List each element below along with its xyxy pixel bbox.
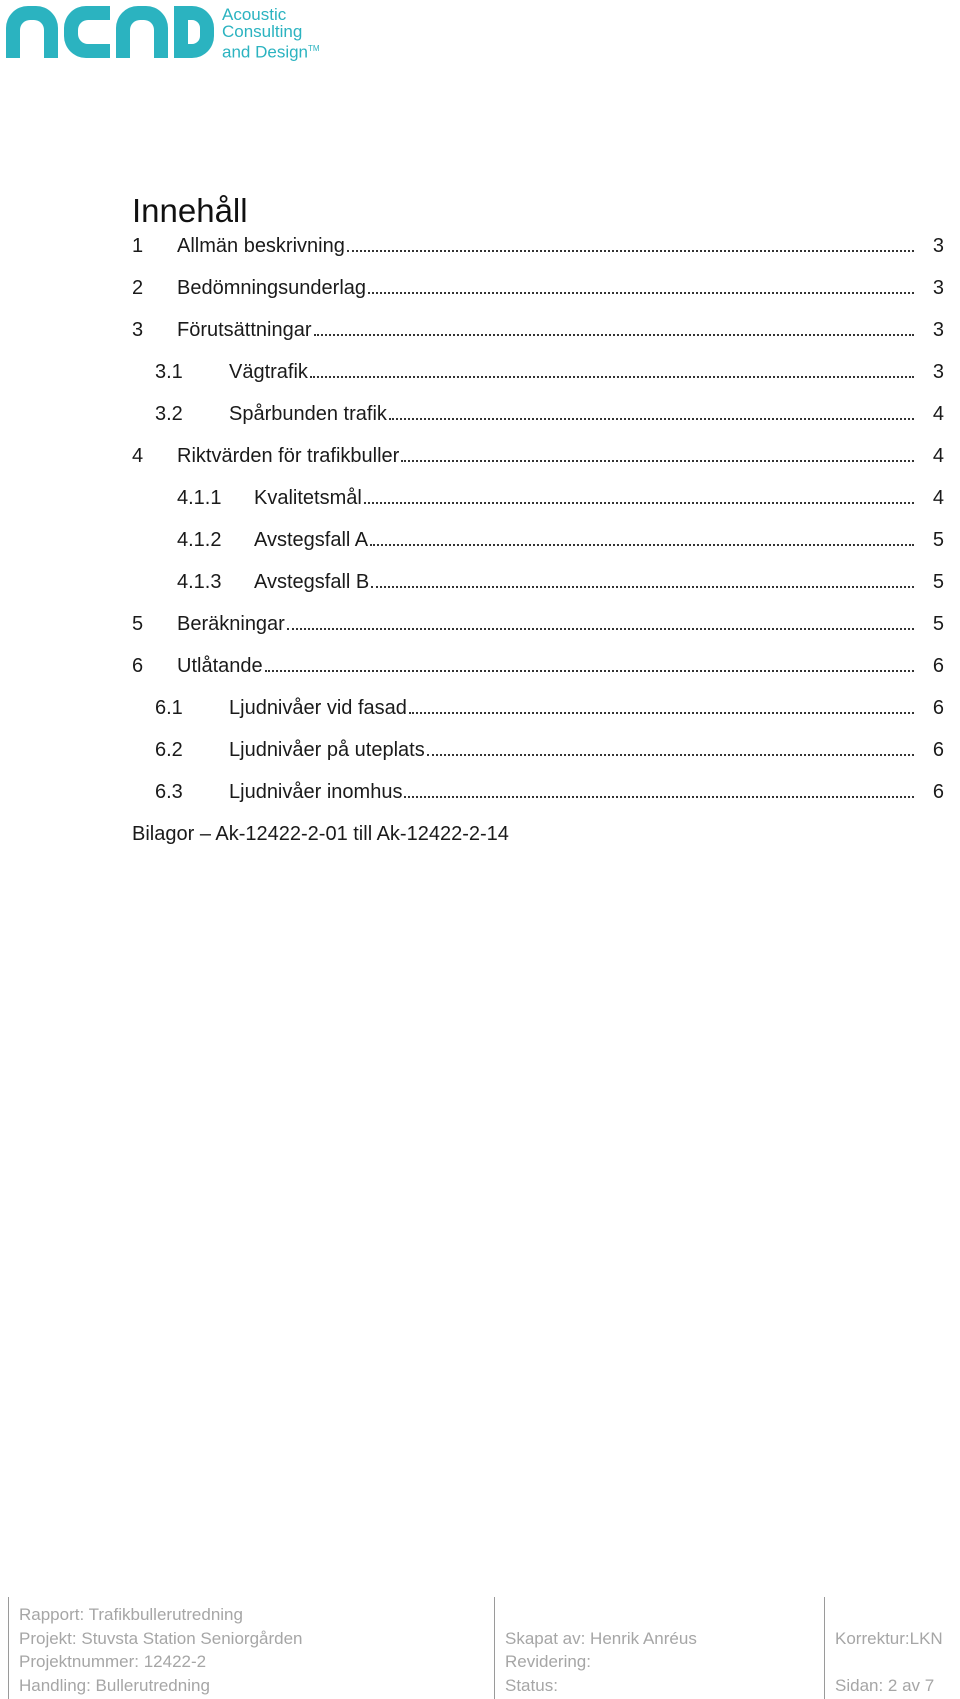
toc-entry-page: 4 (932, 487, 944, 509)
toc-entry-label (177, 609, 914, 639)
toc-entry-label (177, 231, 914, 261)
toc-entry-page: 3 (932, 361, 944, 383)
toc-entry-label (229, 399, 914, 429)
toc-entry-text: Kvalitetsmål (254, 483, 364, 513)
footer-divider (824, 1597, 825, 1699)
footer-report: Rapport: Trafikbullerutredning (19, 1605, 243, 1624)
toc-entry-label (254, 567, 914, 597)
toc-entry-number: 3.2 (155, 403, 183, 425)
toc-entry-number: 3.1 (155, 361, 183, 383)
toc-entry-label (229, 357, 914, 387)
footer-revision: Revidering: (505, 1652, 591, 1671)
toc-entry-number: 3 (132, 319, 144, 341)
footer-proofreader: Korrektur:LKN (835, 1628, 943, 1648)
footer-divider (494, 1597, 495, 1699)
toc-entry-number: 4.1.3 (177, 571, 222, 593)
toc-entry-text: Utlåtande (177, 651, 265, 681)
toc-entry-number: 1 (132, 235, 144, 257)
toc-leader-dots (401, 460, 914, 462)
page-footer (0, 1597, 960, 1699)
toc-entry-text: Beräkningar (177, 609, 287, 639)
bilagor-line: Bilagor – Ak-12422-2-01 till Ak-12422-2-14 (132, 823, 509, 845)
toc-entry-label (229, 735, 914, 765)
footer-col-right (824, 1597, 960, 1699)
toc-entry[interactable] (132, 567, 944, 597)
footer-right-blank-2 (835, 1650, 943, 1674)
toc-entry-number: 6 (132, 655, 144, 677)
toc-entry[interactable] (132, 777, 944, 807)
footer-author: Skapat av: Henrik Anréus (505, 1628, 697, 1648)
toc-entry[interactable] (132, 273, 944, 303)
toc-entry-number: 4 (132, 445, 144, 467)
toc-entry-page: 6 (932, 781, 944, 803)
toc-title: Innehåll (132, 192, 248, 229)
toc-leader-dots (370, 544, 914, 546)
toc-entry-number: 5 (132, 613, 144, 635)
toc-entry-page: 5 (932, 613, 944, 635)
page-header (0, 0, 960, 70)
toc-entry[interactable] (132, 735, 944, 765)
toc-leader-dots (409, 712, 914, 714)
toc-entry-label (229, 777, 914, 807)
toc-entry-text: Riktvärden för trafikbuller (177, 441, 401, 471)
toc-entry-text: Bedömningsunderlag (177, 273, 368, 303)
toc-entry[interactable] (132, 315, 944, 345)
toc-entry-page: 4 (932, 445, 944, 467)
toc-entry[interactable] (132, 525, 944, 555)
toc-entry-page: 5 (932, 571, 944, 593)
toc-entry[interactable] (132, 483, 944, 513)
trademark-mark: TM (308, 44, 320, 53)
toc-entry-label (254, 483, 914, 513)
toc-entry[interactable] (132, 609, 944, 639)
toc-entry-text: Förutsättningar (177, 315, 314, 345)
toc-entry[interactable] (132, 357, 944, 387)
toc-entry-text: Ljudnivåer på uteplats (229, 735, 427, 765)
toc-entry-page: 6 (932, 739, 944, 761)
toc-entry-label (254, 525, 914, 555)
toc-leader-dots (287, 628, 914, 630)
toc-leader-dots (347, 250, 914, 252)
footer-page-counter: Sidan: 2 av 7 (835, 1675, 935, 1695)
toc-entry-text: Avstegsfall B (254, 567, 371, 597)
toc-entry-text: Spårbunden trafik (229, 399, 389, 429)
acd-logo-mark (6, 6, 216, 58)
toc-leader-dots (389, 418, 914, 420)
toc-entry-number: 6.1 (155, 697, 183, 719)
footer-col-left (8, 1597, 488, 1699)
toc-entry-label (177, 273, 914, 303)
toc-leader-dots (368, 292, 914, 294)
toc-entry-label (177, 441, 914, 471)
toc-entry-number: 6.3 (155, 781, 183, 803)
footer-right-blank (835, 1603, 943, 1627)
toc-leader-dots (310, 376, 914, 378)
toc-leader-dots (265, 670, 914, 672)
toc-entry-number: 4.1.2 (177, 529, 222, 551)
footer-status: Status: (505, 1675, 558, 1695)
footer-col-middle (494, 1597, 814, 1699)
toc-entry-text: Ljudnivåer inomhus (229, 777, 404, 807)
toc-entry-page: 5 (932, 529, 944, 551)
footer-project-number: Projektnummer: 12422-2 (19, 1652, 207, 1671)
toc-entry-page: 6 (932, 655, 944, 677)
toc-entry-label (177, 651, 914, 681)
toc-entry-text: Avstegsfall A (254, 525, 370, 555)
toc-entry[interactable] (132, 693, 944, 723)
toc-entry[interactable] (132, 231, 944, 261)
toc-leader-dots (314, 334, 914, 336)
toc-leader-dots (364, 502, 914, 504)
footer-divider (8, 1597, 9, 1699)
toc-entry-label (177, 315, 914, 345)
footer-document-type: Handling: Bullerutredning (19, 1675, 210, 1695)
logo-wordmark (222, 6, 320, 61)
toc-entry-page: 6 (932, 697, 944, 719)
logo-line-3: and Design™ (222, 42, 320, 62)
toc-section (132, 186, 944, 845)
toc-entry-text: Allmän beskrivning (177, 231, 347, 261)
toc-entry-page: 3 (932, 235, 944, 257)
toc-entry-label (229, 693, 914, 723)
logo-line-1: Acoustic (222, 5, 287, 24)
toc-leader-dots (427, 754, 914, 756)
toc-entry[interactable] (132, 651, 944, 681)
footer-middle-blank (505, 1603, 697, 1627)
toc-entry-text: Vägtrafik (229, 357, 310, 387)
toc-entry-number: 2 (132, 277, 144, 299)
toc-leader-dots (404, 796, 914, 798)
toc-entry[interactable] (132, 441, 944, 471)
toc-entry-number: 6.2 (155, 739, 183, 761)
toc-entry[interactable] (132, 399, 944, 429)
footer-project: Projekt: Stuvsta Station Seniorgården (19, 1628, 303, 1648)
toc-entry-number: 4.1.1 (177, 487, 222, 509)
logo-line-2: Consulting (222, 22, 303, 41)
toc-entry-page: 4 (932, 403, 944, 425)
toc-entry-page: 3 (932, 319, 944, 341)
toc-entry-page: 3 (932, 277, 944, 299)
toc-leader-dots (371, 586, 914, 588)
toc-entry-text: Ljudnivåer vid fasad (229, 693, 409, 723)
